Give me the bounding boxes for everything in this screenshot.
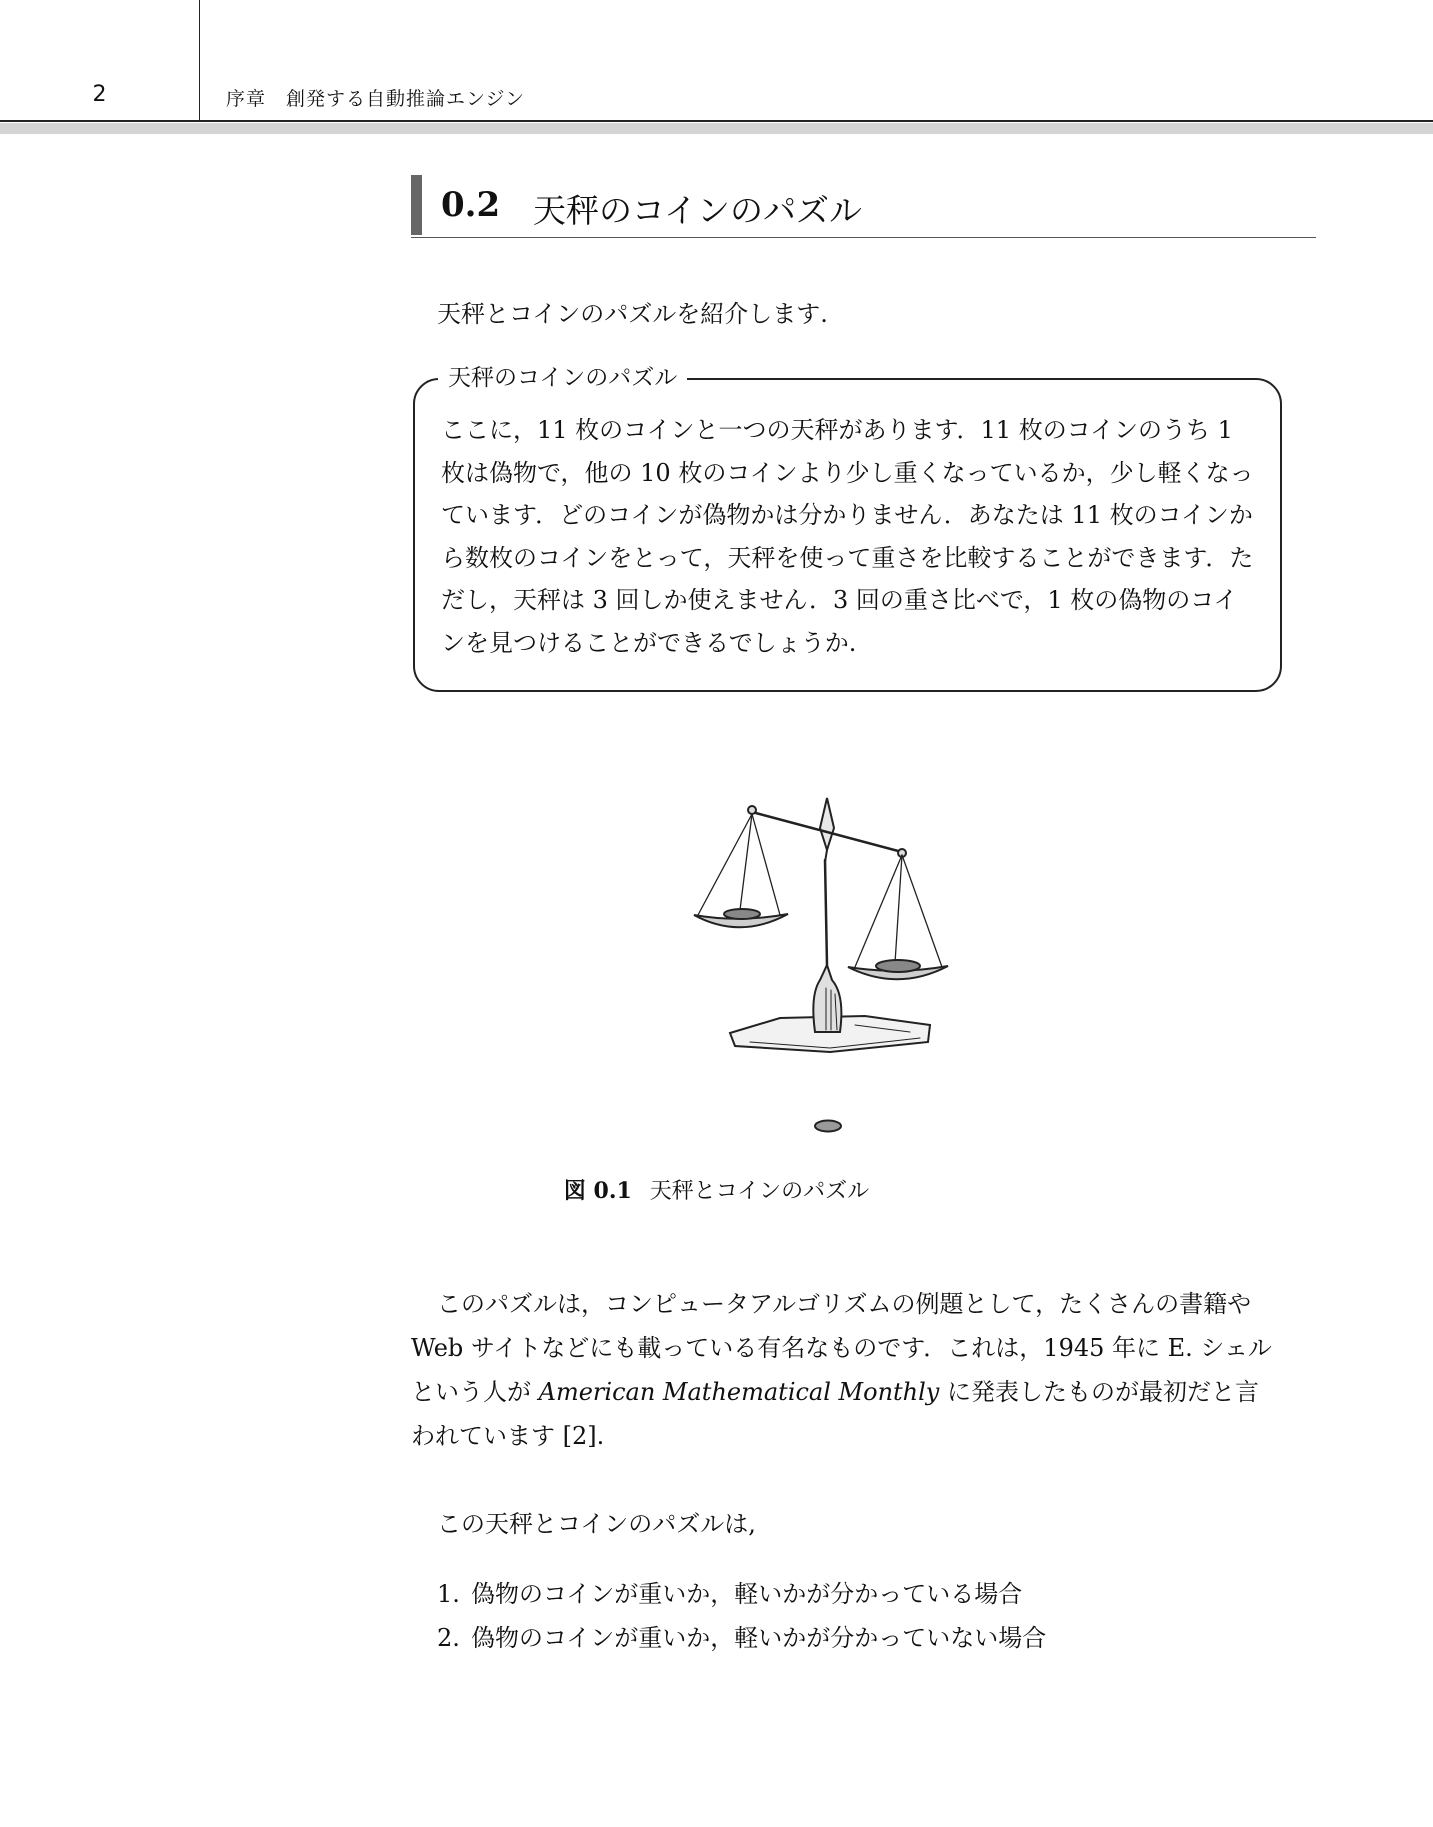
header-band bbox=[0, 123, 1433, 134]
list-number: 2. bbox=[437, 1624, 460, 1652]
paragraph-part1: このパズルは，コンピュータアルゴリズムの例題として，たくさんの書籍や Web サイトなどにも載っている有名なものです．これは，1945 年に E. シェルという人が bbox=[411, 1290, 1272, 1406]
left-pan-coins bbox=[724, 909, 760, 919]
section-marker bbox=[411, 175, 422, 235]
intro-text: 天秤とコインのパズルを紹介します. bbox=[437, 300, 828, 328]
body-paragraph bbox=[411, 1282, 1281, 1458]
case-list bbox=[437, 1572, 1046, 1660]
figure-label: 図 0.1 bbox=[563, 1178, 632, 1204]
page-header bbox=[0, 0, 1433, 132]
journal-name: American Mathematical Monthly bbox=[538, 1378, 940, 1406]
scale-pointer bbox=[820, 798, 834, 850]
running-title: 序章 創発する自動推論エンジン bbox=[226, 88, 526, 110]
figure-caption bbox=[0, 1174, 1433, 1205]
figure-caption-text: 天秤とコインのパズル bbox=[649, 1179, 870, 1204]
right-pan-coins bbox=[876, 960, 920, 972]
lead-text: この天秤とコインのパズルは, bbox=[437, 1510, 756, 1538]
list-item bbox=[437, 1572, 1046, 1616]
list-item bbox=[437, 1616, 1046, 1660]
section-title: 天秤のコインのパズル bbox=[533, 191, 863, 230]
section-number: 0.2 bbox=[441, 185, 501, 225]
scale-pillar bbox=[813, 965, 841, 1032]
problem-box-text: ここに，11 枚のコインと一つの天秤があります．11 枚のコインのうち 1 枚は偽物で，他の 10 枚のコインより少し重くなっているか，少し軽くなっています．どのコインが偽物かは分かりません．あなたは 11 枚のコインから数枚のコインをとって，天秤を使って重さを比較することができます．ただし，天秤は 3 回しか使えません．3 回の重さ比べで，1 枚の偽物のコインを見つけることができるでしょうか. bbox=[441, 416, 1254, 657]
header-divider bbox=[199, 0, 200, 120]
list-text: 偽物のコインが重いか，軽いかが分かっている場合 bbox=[471, 1580, 1023, 1608]
balance-scale-illustration bbox=[680, 780, 1030, 1150]
problem-box-title: 天秤のコインのパズル bbox=[438, 362, 687, 394]
list-text: 偽物のコインが重いか，軽いかが分かっていない場合 bbox=[471, 1624, 1047, 1652]
paragraph-part2: に発表したものが最初だと言われています [2]. bbox=[411, 1378, 1260, 1450]
list-number: 1. bbox=[437, 1580, 460, 1608]
loose-coin bbox=[815, 1121, 841, 1132]
section-heading bbox=[411, 175, 1316, 238]
header-rule bbox=[0, 120, 1433, 122]
page-number: 2 bbox=[92, 82, 107, 107]
